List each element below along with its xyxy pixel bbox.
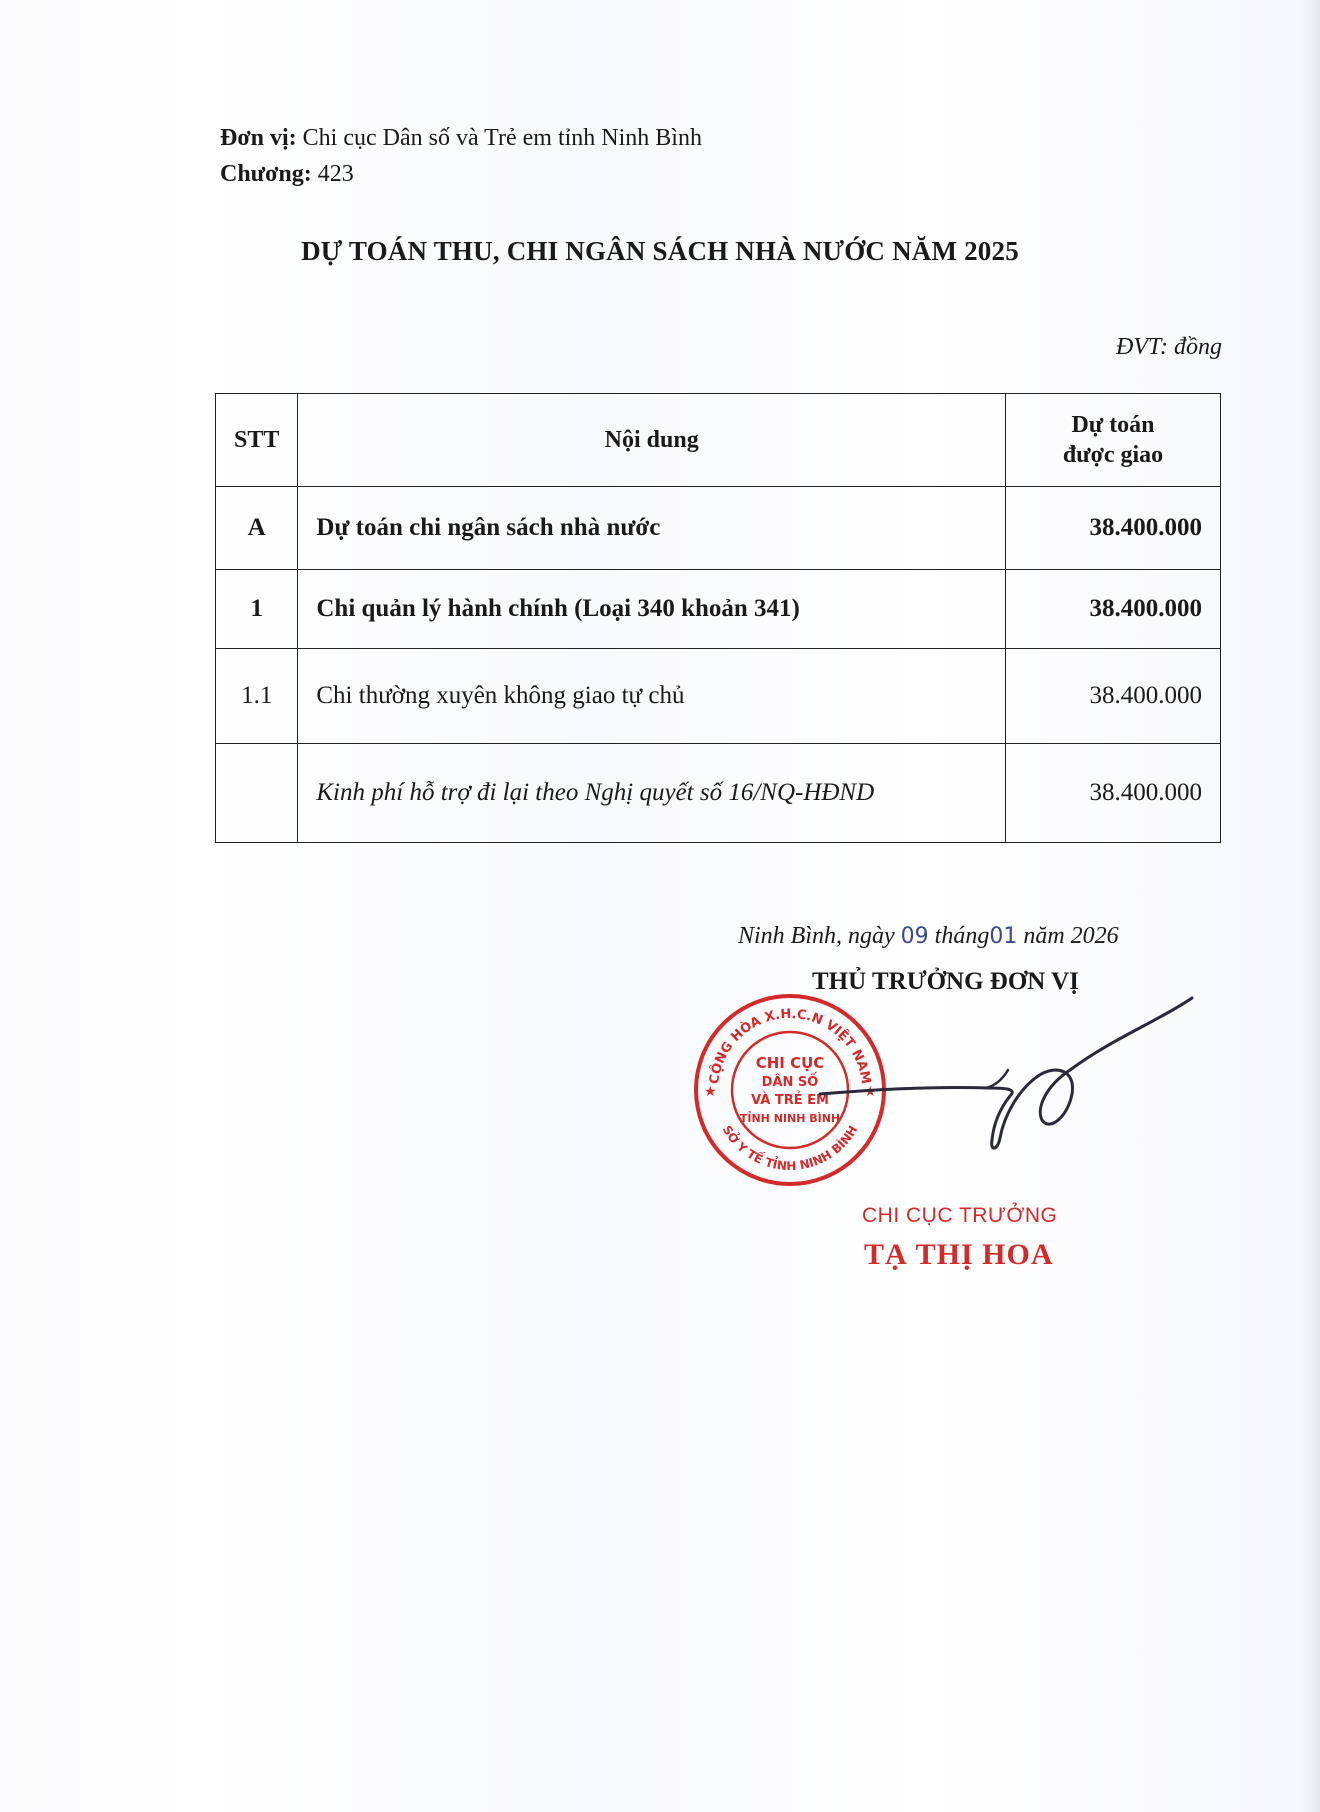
header-stt: STT <box>216 394 298 487</box>
stamp-center-line2: DÂN SỐ <box>761 1075 819 1090</box>
unit-line <box>220 120 702 156</box>
header-amount-line2: được giao <box>1062 442 1164 468</box>
table-row <box>216 744 1221 843</box>
table-header-row <box>216 394 1221 487</box>
stamp-center-line1: CHI CỤC <box>755 1054 825 1072</box>
row-amount: 38.400.000 <box>1006 744 1221 843</box>
row-stt: A <box>216 487 298 570</box>
sign-day: 09 <box>900 924 929 949</box>
stamp-star-right-icon: ★ <box>864 1084 877 1100</box>
stamp-ring-top-text: CỘNG HÒA X.H.C.N VIỆT NAM <box>707 1006 873 1086</box>
signer-role: THỦ TRƯỞNG ĐƠN VỊ <box>812 968 1079 995</box>
header-content: Nội dung <box>298 394 1006 487</box>
row-content: Chi thường xuyên không giao tự chủ <box>298 649 1006 744</box>
table-row <box>216 487 1221 570</box>
row-content: Kinh phí hỗ trợ đi lại theo Nghị quyết số 16/NQ-HĐND <box>298 744 1006 843</box>
row-stt <box>216 744 298 843</box>
stamp-star-left-icon: ★ <box>704 1084 717 1100</box>
header-amount-line1: Dự toán <box>1071 412 1155 438</box>
table-row <box>216 570 1221 649</box>
currency-unit: ĐVT: đồng <box>1115 334 1222 360</box>
table-row <box>216 649 1221 744</box>
unit-value: Chi cục Dân số và Trẻ em tỉnh Ninh Bình <box>302 125 702 151</box>
unit-label: Đơn vị: <box>220 125 297 151</box>
handwritten-signature <box>780 990 1200 1160</box>
stamp-center-line4: TỈNH NINH BÌNH <box>739 1112 841 1125</box>
row-amount: 38.400.000 <box>1006 649 1221 744</box>
signer-name: TẠ THỊ HOA <box>864 1238 1054 1271</box>
chapter-value: 423 <box>317 161 354 187</box>
chapter-label: Chương: <box>220 161 312 187</box>
stamp-ring-bottom-text: SỞ Y TẾ TỈNH NINH BÌNH <box>719 1123 861 1174</box>
sign-month: 01 <box>989 924 1018 949</box>
header-amount <box>1006 394 1221 487</box>
chapter-line <box>220 156 702 192</box>
sign-date-prefix: Ninh Bình, ngày <box>738 923 895 949</box>
row-content: Dự toán chi ngân sách nhà nước <box>298 487 1006 570</box>
budget-table <box>215 393 1221 843</box>
row-content: Chi quản lý hành chính (Loại 340 khoản 341) <box>298 570 1006 649</box>
sign-date <box>738 923 1119 950</box>
row-amount: 38.400.000 <box>1006 570 1221 649</box>
row-stt: 1.1 <box>216 649 298 744</box>
sign-year: năm 2026 <box>1023 923 1119 949</box>
signature-flourish <box>986 1070 1008 1088</box>
stamp-center-line3: VÀ TRẺ EM <box>751 1093 829 1108</box>
document-title: DỰ TOÁN THU, CHI NGÂN SÁCH NHÀ NƯỚC NĂM 2025 <box>301 236 1019 266</box>
document-header <box>220 120 702 192</box>
row-stt: 1 <box>216 570 298 649</box>
sign-month-prefix: tháng <box>934 923 990 949</box>
row-amount: 38.400.000 <box>1006 487 1221 570</box>
signer-title: CHI CỤC TRƯỞNG <box>862 1204 1058 1227</box>
